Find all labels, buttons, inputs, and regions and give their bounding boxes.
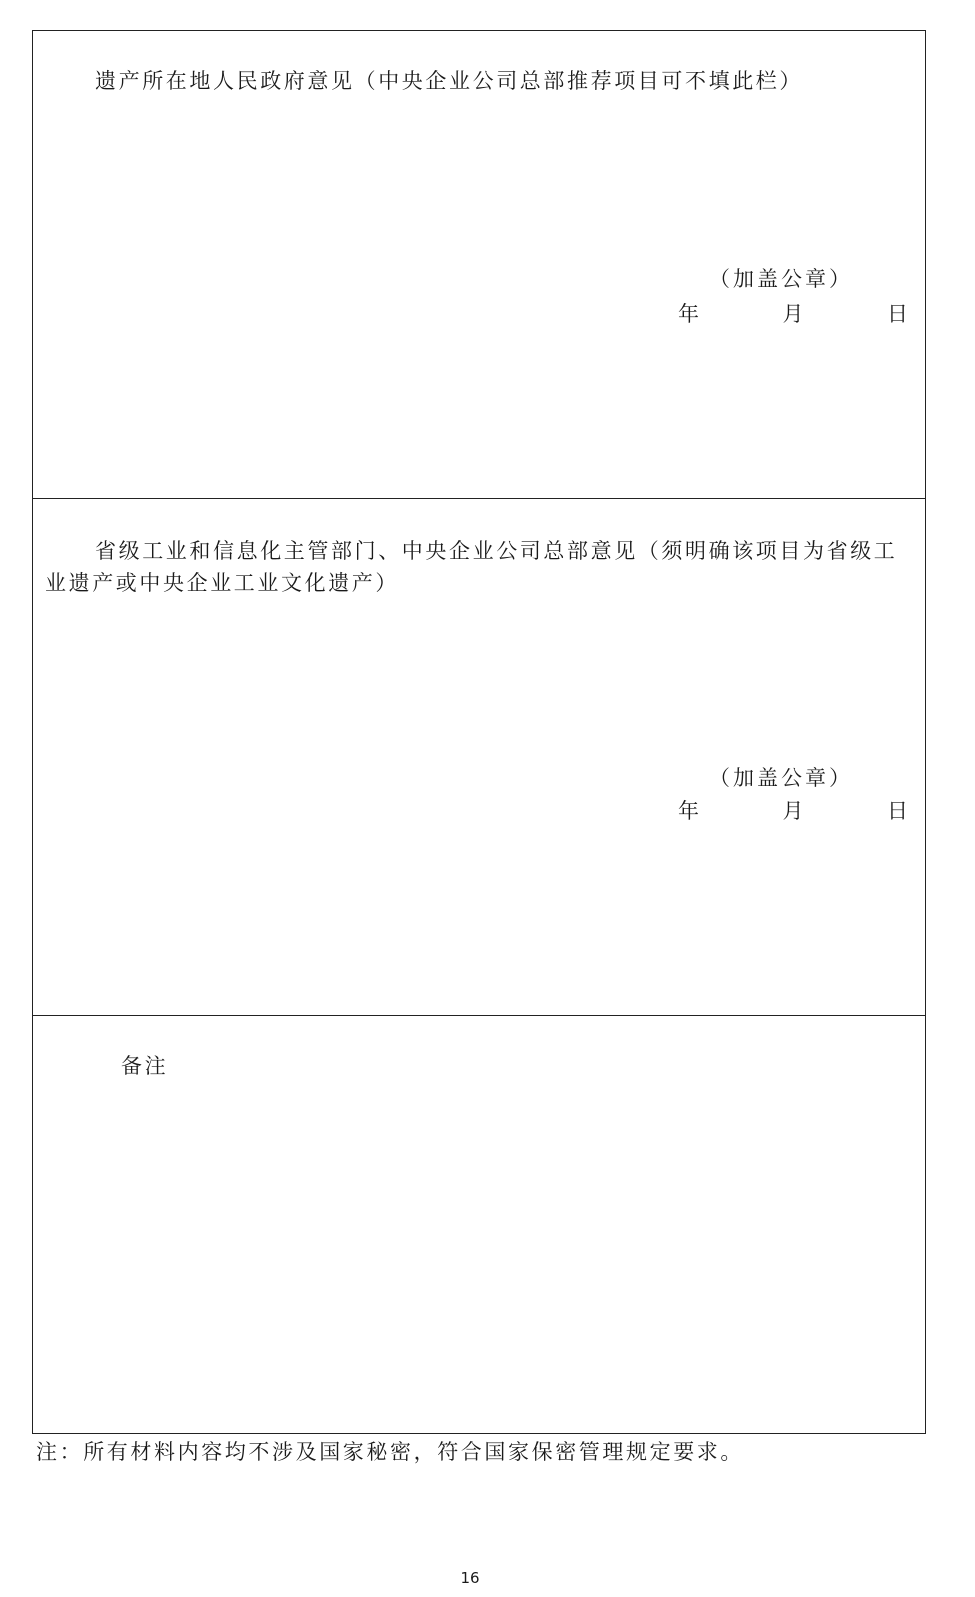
date-year-label: 年 xyxy=(678,302,699,326)
opinion-form-table xyxy=(32,30,926,1434)
date-month-label: 月 xyxy=(782,302,804,326)
official-seal-note: （加盖公章） xyxy=(709,267,853,291)
provincial-department-opinion-label: 省级工业和信息化主管部门、中央企业公司总部意见（须明确该项目为省级工业遗产或中央企业工业文化遗产） xyxy=(45,539,898,595)
date-day-label: 日 xyxy=(887,799,908,823)
date-month-label: 月 xyxy=(782,799,804,823)
date-day-label: 日 xyxy=(887,302,908,326)
page-number: 16 xyxy=(460,1569,480,1587)
signature-date xyxy=(678,298,908,328)
local-government-opinion-section[interactable] xyxy=(33,31,925,499)
remarks-label: 备注 xyxy=(121,1054,169,1078)
official-seal-note: （加盖公章） xyxy=(709,766,853,790)
local-government-opinion-label: 遗产所在地人民政府意见（中央企业公司总部推荐项目可不填此栏） xyxy=(95,69,803,93)
remarks-section[interactable] xyxy=(33,1016,925,1433)
signature-date xyxy=(678,795,908,825)
provincial-department-opinion-section[interactable] xyxy=(33,499,925,1016)
date-year-label: 年 xyxy=(678,799,699,823)
confidentiality-note: 注：所有材料内容均不涉及国家秘密，符合国家保密管理规定要求。 xyxy=(36,1440,744,1464)
